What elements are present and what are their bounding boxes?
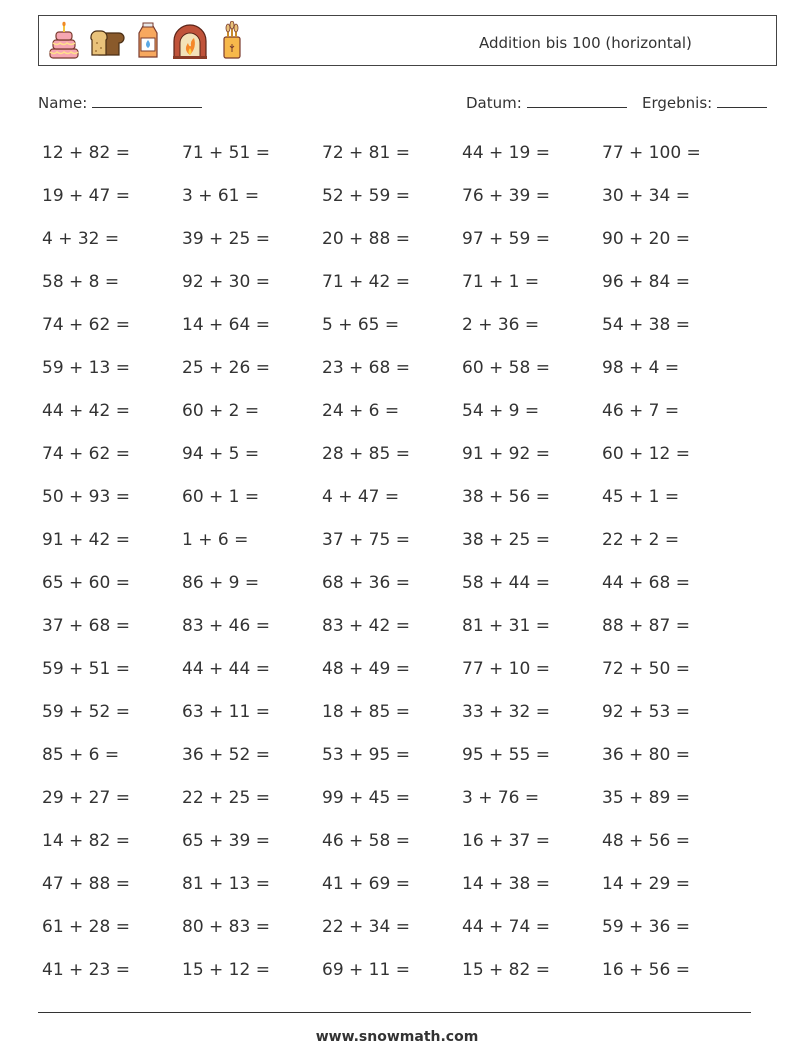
problem-cell: 61 + 28 = — [42, 917, 130, 937]
problem-cell: 1 + 6 = — [182, 530, 249, 550]
problem-cell: 97 + 59 = — [462, 229, 550, 249]
problem-cell: 14 + 82 = — [42, 831, 130, 851]
date-blank — [527, 93, 627, 108]
problem-cell: 16 + 56 = — [602, 960, 690, 980]
problem-cell: 53 + 95 = — [322, 745, 410, 765]
problem-cell: 91 + 92 = — [462, 444, 550, 464]
problem-cell: 48 + 49 = — [322, 659, 410, 679]
problem-cell: 39 + 25 = — [182, 229, 270, 249]
problem-cell: 36 + 52 = — [182, 745, 270, 765]
problem-cell: 38 + 56 = — [462, 487, 550, 507]
problem-cell: 29 + 27 = — [42, 788, 130, 808]
problem-cell: 91 + 42 = — [42, 530, 130, 550]
problem-cell: 71 + 51 = — [182, 143, 270, 163]
header-icons — [45, 21, 251, 61]
problem-cell: 30 + 34 = — [602, 186, 690, 206]
problem-cell: 95 + 55 = — [462, 745, 550, 765]
problem-cell: 69 + 11 = — [322, 960, 410, 980]
worksheet-header — [38, 15, 777, 66]
problem-cell: 60 + 2 = — [182, 401, 260, 421]
problem-cell: 25 + 26 = — [182, 358, 270, 378]
problem-cell: 15 + 12 = — [182, 960, 270, 980]
problem-cell: 83 + 42 = — [322, 616, 410, 636]
name-blank — [92, 93, 202, 108]
wheat-icon — [213, 21, 251, 61]
problem-cell: 2 + 36 = — [462, 315, 540, 335]
problem-cell: 33 + 32 = — [462, 702, 550, 722]
problem-cell: 50 + 93 = — [42, 487, 130, 507]
problem-cell: 71 + 42 = — [322, 272, 410, 292]
problem-cell: 54 + 9 = — [462, 401, 540, 421]
problem-cell: 22 + 25 = — [182, 788, 270, 808]
problem-cell: 47 + 88 = — [42, 874, 130, 894]
date-label: Datum: — [466, 94, 522, 112]
problem-cell: 77 + 10 = — [462, 659, 550, 679]
problem-cell: 74 + 62 = — [42, 444, 130, 464]
problem-cell: 63 + 11 = — [182, 702, 270, 722]
problem-cell: 44 + 19 = — [462, 143, 550, 163]
problem-cell: 20 + 88 = — [322, 229, 410, 249]
problem-cell: 41 + 23 = — [42, 960, 130, 980]
problem-cell: 59 + 13 = — [42, 358, 130, 378]
problem-cell: 44 + 42 = — [42, 401, 130, 421]
problem-cell: 23 + 68 = — [322, 358, 410, 378]
problem-cell: 77 + 100 = — [602, 143, 701, 163]
problem-cell: 46 + 7 = — [602, 401, 680, 421]
problem-cell: 35 + 89 = — [602, 788, 690, 808]
problem-cell: 60 + 12 = — [602, 444, 690, 464]
problem-cell: 94 + 5 = — [182, 444, 260, 464]
footer-url: www.snowmath.com — [315, 1029, 479, 1045]
problem-cell: 92 + 53 = — [602, 702, 690, 722]
problem-cell: 54 + 38 = — [602, 315, 690, 335]
problem-cell: 16 + 37 = — [462, 831, 550, 851]
oven-icon — [171, 21, 209, 61]
result-field — [642, 93, 767, 112]
problem-cell: 76 + 39 = — [462, 186, 550, 206]
date-field — [466, 93, 627, 112]
problem-cell: 14 + 29 = — [602, 874, 690, 894]
problem-cell: 46 + 58 = — [322, 831, 410, 851]
problem-cell: 71 + 1 = — [462, 272, 540, 292]
name-field — [38, 93, 202, 112]
problem-cell: 90 + 20 = — [602, 229, 690, 249]
problem-cell: 88 + 87 = — [602, 616, 690, 636]
problem-cell: 99 + 45 = — [322, 788, 410, 808]
problem-cell: 41 + 69 = — [322, 874, 410, 894]
problem-cell: 48 + 56 = — [602, 831, 690, 851]
problem-cell: 12 + 82 = — [42, 143, 130, 163]
problem-cell: 59 + 36 = — [602, 917, 690, 937]
problem-cell: 36 + 80 = — [602, 745, 690, 765]
problem-cell: 44 + 68 = — [602, 573, 690, 593]
problem-cell: 38 + 25 = — [462, 530, 550, 550]
bread-loaf-icon — [87, 21, 125, 61]
problem-cell: 83 + 46 = — [182, 616, 270, 636]
problem-cell: 37 + 68 = — [42, 616, 130, 636]
problem-cell: 98 + 4 = — [602, 358, 680, 378]
problem-cell: 45 + 1 = — [602, 487, 680, 507]
problem-cell: 65 + 39 = — [182, 831, 270, 851]
problem-cell: 24 + 6 = — [322, 401, 400, 421]
problem-cell: 37 + 75 = — [322, 530, 410, 550]
problem-cell: 14 + 64 = — [182, 315, 270, 335]
worksheet-title: Addition bis 100 (horizontal) — [479, 34, 692, 52]
result-blank — [717, 93, 767, 108]
problem-cell: 80 + 83 = — [182, 917, 270, 937]
problem-cell: 44 + 44 = — [182, 659, 270, 679]
problem-cell: 65 + 60 = — [42, 573, 130, 593]
problem-cell: 96 + 84 = — [602, 272, 690, 292]
problem-cell: 3 + 61 = — [182, 186, 260, 206]
milk-carton-icon — [129, 21, 167, 61]
problem-cell: 81 + 31 = — [462, 616, 550, 636]
problem-cell: 14 + 38 = — [462, 874, 550, 894]
problem-cell: 86 + 9 = — [182, 573, 260, 593]
problem-cell: 68 + 36 = — [322, 573, 410, 593]
problem-cell: 15 + 82 = — [462, 960, 550, 980]
problem-cell: 3 + 76 = — [462, 788, 540, 808]
problem-cell: 59 + 51 = — [42, 659, 130, 679]
footer-divider — [38, 1012, 751, 1013]
problem-cell: 44 + 74 = — [462, 917, 550, 937]
problem-cell: 52 + 59 = — [322, 186, 410, 206]
problem-cell: 58 + 8 = — [42, 272, 120, 292]
problem-cell: 92 + 30 = — [182, 272, 270, 292]
cake-icon — [45, 21, 83, 61]
problem-cell: 60 + 58 = — [462, 358, 550, 378]
name-label: Name: — [38, 94, 88, 112]
problem-cell: 4 + 32 = — [42, 229, 120, 249]
problem-cell: 59 + 52 = — [42, 702, 130, 722]
problem-cell: 81 + 13 = — [182, 874, 270, 894]
problem-cell: 5 + 65 = — [322, 315, 400, 335]
problem-cell: 72 + 50 = — [602, 659, 690, 679]
problem-cell: 85 + 6 = — [42, 745, 120, 765]
result-label: Ergebnis: — [642, 94, 713, 112]
problem-cell: 4 + 47 = — [322, 487, 400, 507]
problem-cell: 60 + 1 = — [182, 487, 260, 507]
problem-cell: 28 + 85 = — [322, 444, 410, 464]
problem-cell: 19 + 47 = — [42, 186, 130, 206]
problem-cell: 18 + 85 = — [322, 702, 410, 722]
problem-cell: 58 + 44 = — [462, 573, 550, 593]
problem-cell: 22 + 2 = — [602, 530, 680, 550]
problem-cell: 72 + 81 = — [322, 143, 410, 163]
problem-cell: 22 + 34 = — [322, 917, 410, 937]
problem-cell: 74 + 62 = — [42, 315, 130, 335]
